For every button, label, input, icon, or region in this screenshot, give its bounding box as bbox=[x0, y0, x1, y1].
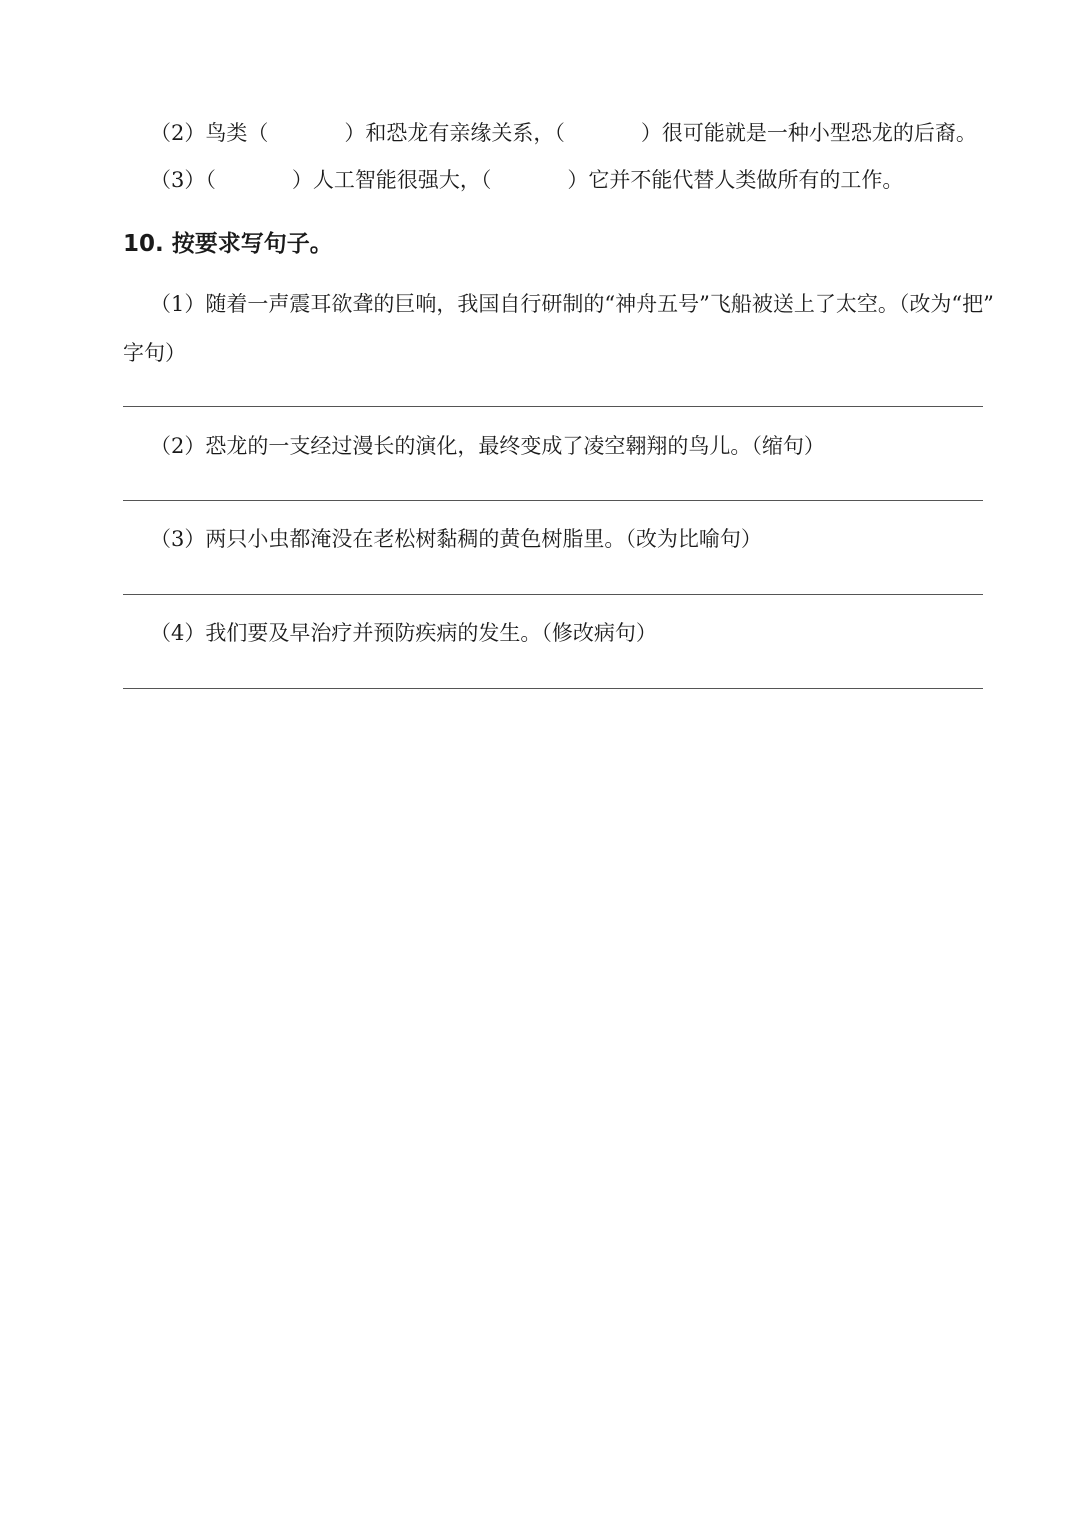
text-segment: （ bbox=[205, 168, 216, 192]
text-segment: ）很可能就是一种小型恐龙的后裔。 bbox=[640, 121, 977, 145]
question-2: （2）恐龙的一支经过漫长的演化，最终变成了凌空翱翔的鸟儿。（缩句） bbox=[150, 434, 825, 458]
answer-line-1[interactable] bbox=[123, 406, 983, 407]
answer-line-4[interactable] bbox=[123, 688, 983, 689]
question-1-line-2: 字句） bbox=[123, 341, 186, 365]
item-number: （2） bbox=[150, 121, 206, 145]
fill-blank-item-3 bbox=[150, 165, 903, 195]
text-segment: ）和恐龙有亲缘关系，（ bbox=[344, 121, 565, 145]
question-4: （4）我们要及早治疗并预防疾病的发生。（修改病句） bbox=[150, 621, 657, 645]
item-number: （3） bbox=[150, 168, 206, 192]
text-segment: ）人工智能很强大，（ bbox=[291, 168, 492, 192]
question-1-line-1: （1）随着一声震耳欲聋的巨响，我国自行研制的“神舟五号”飞船被送上了太空。（改为“把” bbox=[150, 292, 994, 316]
question-3: （3）两只小虫都淹没在老松树黏稠的黄色树脂里。（改为比喻句） bbox=[150, 527, 762, 551]
answer-line-2[interactable] bbox=[123, 500, 983, 501]
answer-line-3[interactable] bbox=[123, 594, 983, 595]
text-segment: 鸟类（ bbox=[205, 121, 269, 145]
section-10-title: 10. 按要求写句子。 bbox=[123, 231, 333, 257]
text-segment: ）它并不能代替人类做所有的工作。 bbox=[567, 168, 904, 192]
fill-blank-item-2 bbox=[150, 118, 977, 148]
